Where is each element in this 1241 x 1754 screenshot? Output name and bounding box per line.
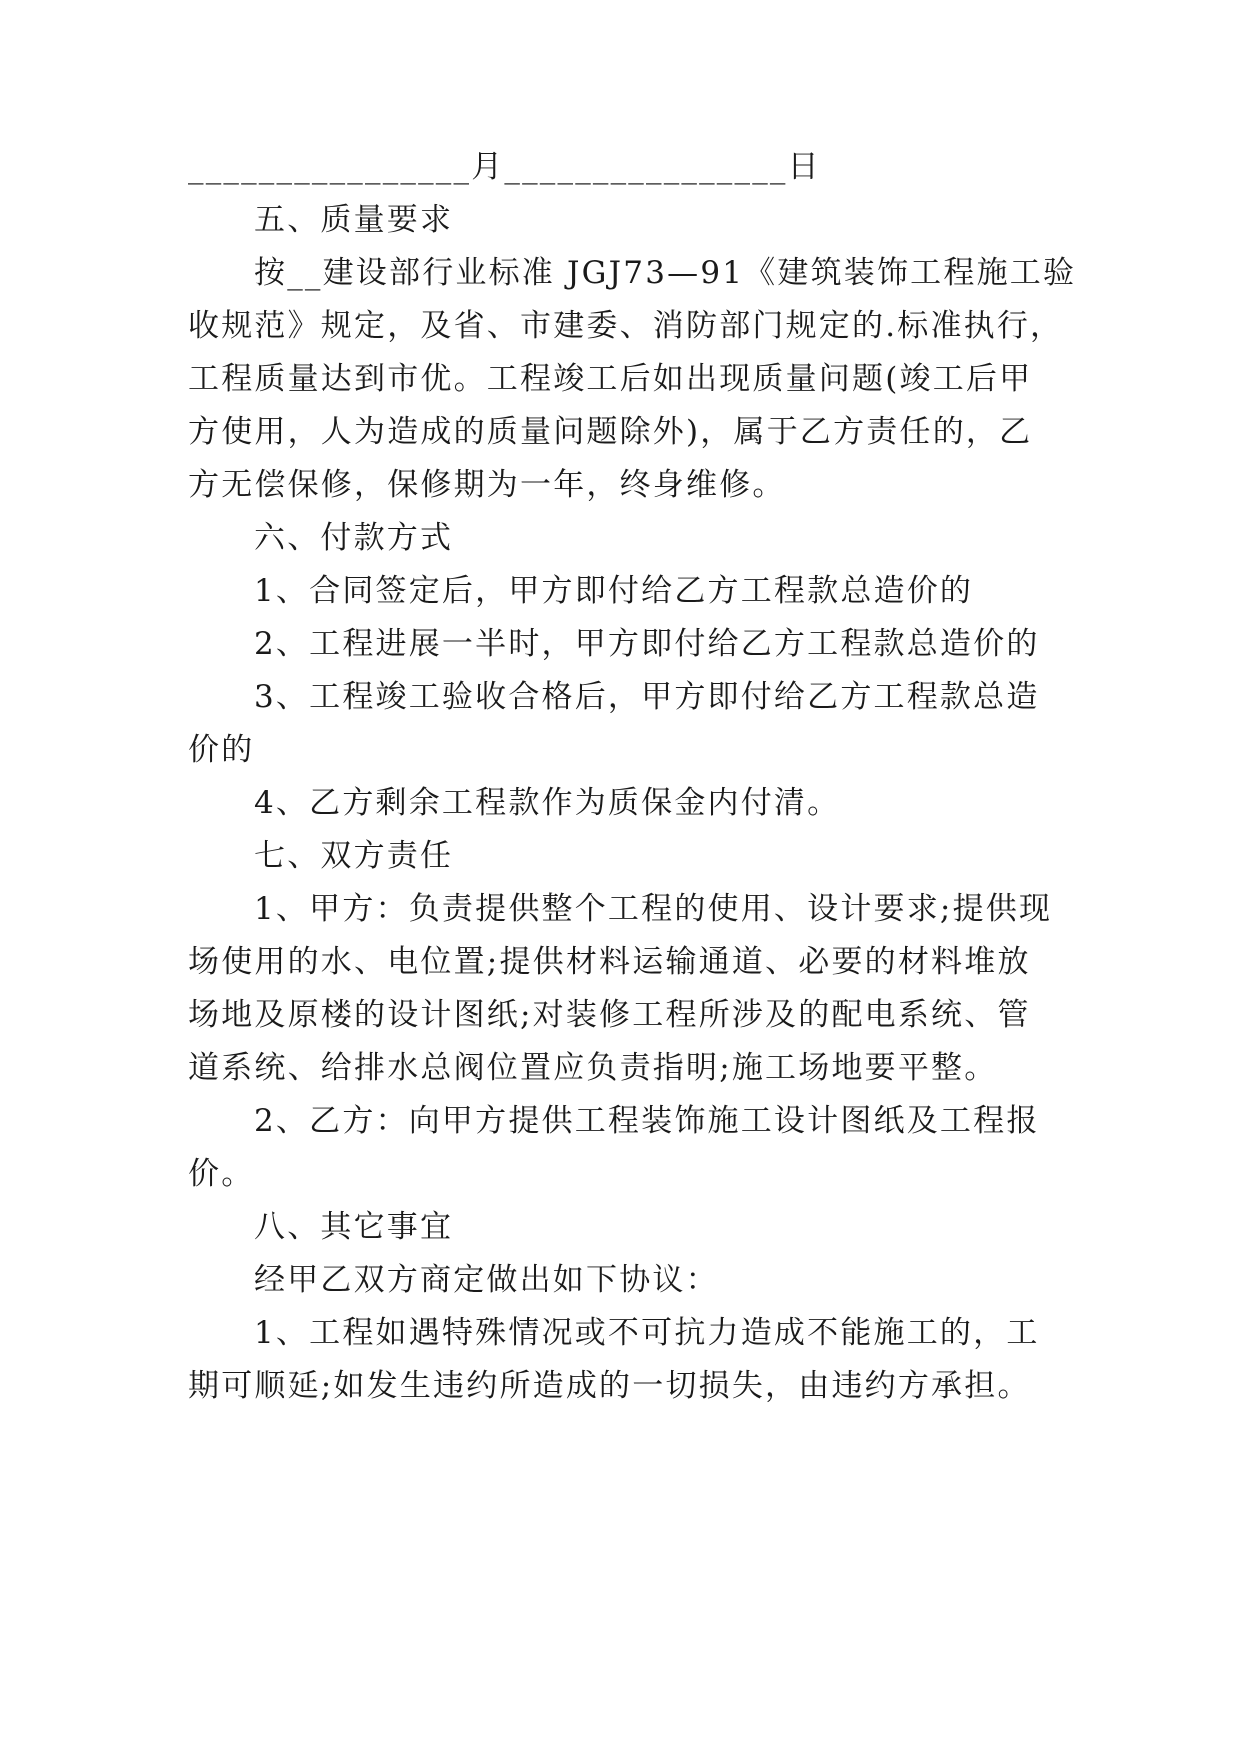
paragraph-line: 工程质量达到市优。工程竣工后如出现质量问题(竣工后甲	[188, 361, 1033, 397]
paragraph-line: 2、乙方：向甲方提供工程装饰施工设计图纸及工程报	[254, 1103, 1040, 1139]
paragraph-line: 3、工程竣工验收合格后，甲方即付给乙方工程款总造	[254, 679, 1040, 715]
paragraph-line: 收规范》规定，及省、市建委、消防部门规定的.标准执行，	[188, 308, 1064, 344]
paragraph-line: 方使用，人为造成的质量问题除外)，属于乙方责任的，乙	[188, 414, 1033, 450]
paragraph-line: 方无偿保修，保修期为一年，终身维修。	[188, 467, 786, 503]
paragraph-line: 经甲乙双方商定做出如下协议：	[254, 1262, 719, 1298]
paragraph-line: 场使用的水、电位置;提供材料运输通道、必要的材料堆放	[188, 944, 1031, 980]
document-page	[188, 0, 1077, 1754]
paragraph-line: 1、合同签定后，甲方即付给乙方工程款总造价的	[254, 573, 974, 609]
paragraph-line: 4、乙方剩余工程款作为质保金内付清。	[254, 785, 841, 821]
paragraph-line: 价的	[188, 732, 255, 768]
paragraph-line: 2、工程进展一半时，甲方即付给乙方工程款总造价的	[254, 626, 1040, 662]
paragraph-line: 道系统、给排水总阀位置应负责指明;施工场地要平整。	[188, 1050, 998, 1086]
section-heading-quality: 五、质量要求	[254, 202, 454, 238]
paragraph-line: 期可顺延;如发生违约所造成的一切损失，由违约方承担。	[188, 1368, 1031, 1404]
date-line: ________________月________________日	[188, 149, 821, 185]
paragraph-line: 1、甲方：负责提供整个工程的使用、设计要求;提供现	[254, 891, 1053, 927]
paragraph-line: 场地及原楼的设计图纸;对装修工程所涉及的配电系统、管	[188, 997, 1031, 1033]
paragraph-line: 按__建设部行业标准 JGJ73—91《建筑装饰工程施工验	[254, 255, 1077, 291]
paragraph-line: 价。	[188, 1156, 255, 1192]
section-heading-payment: 六、付款方式	[254, 520, 454, 556]
section-heading-responsibilities: 七、双方责任	[254, 838, 454, 874]
section-heading-other: 八、其它事宜	[254, 1209, 454, 1245]
paragraph-line: 1、工程如遇特殊情况或不可抗力造成不能施工的，工	[254, 1315, 1040, 1351]
